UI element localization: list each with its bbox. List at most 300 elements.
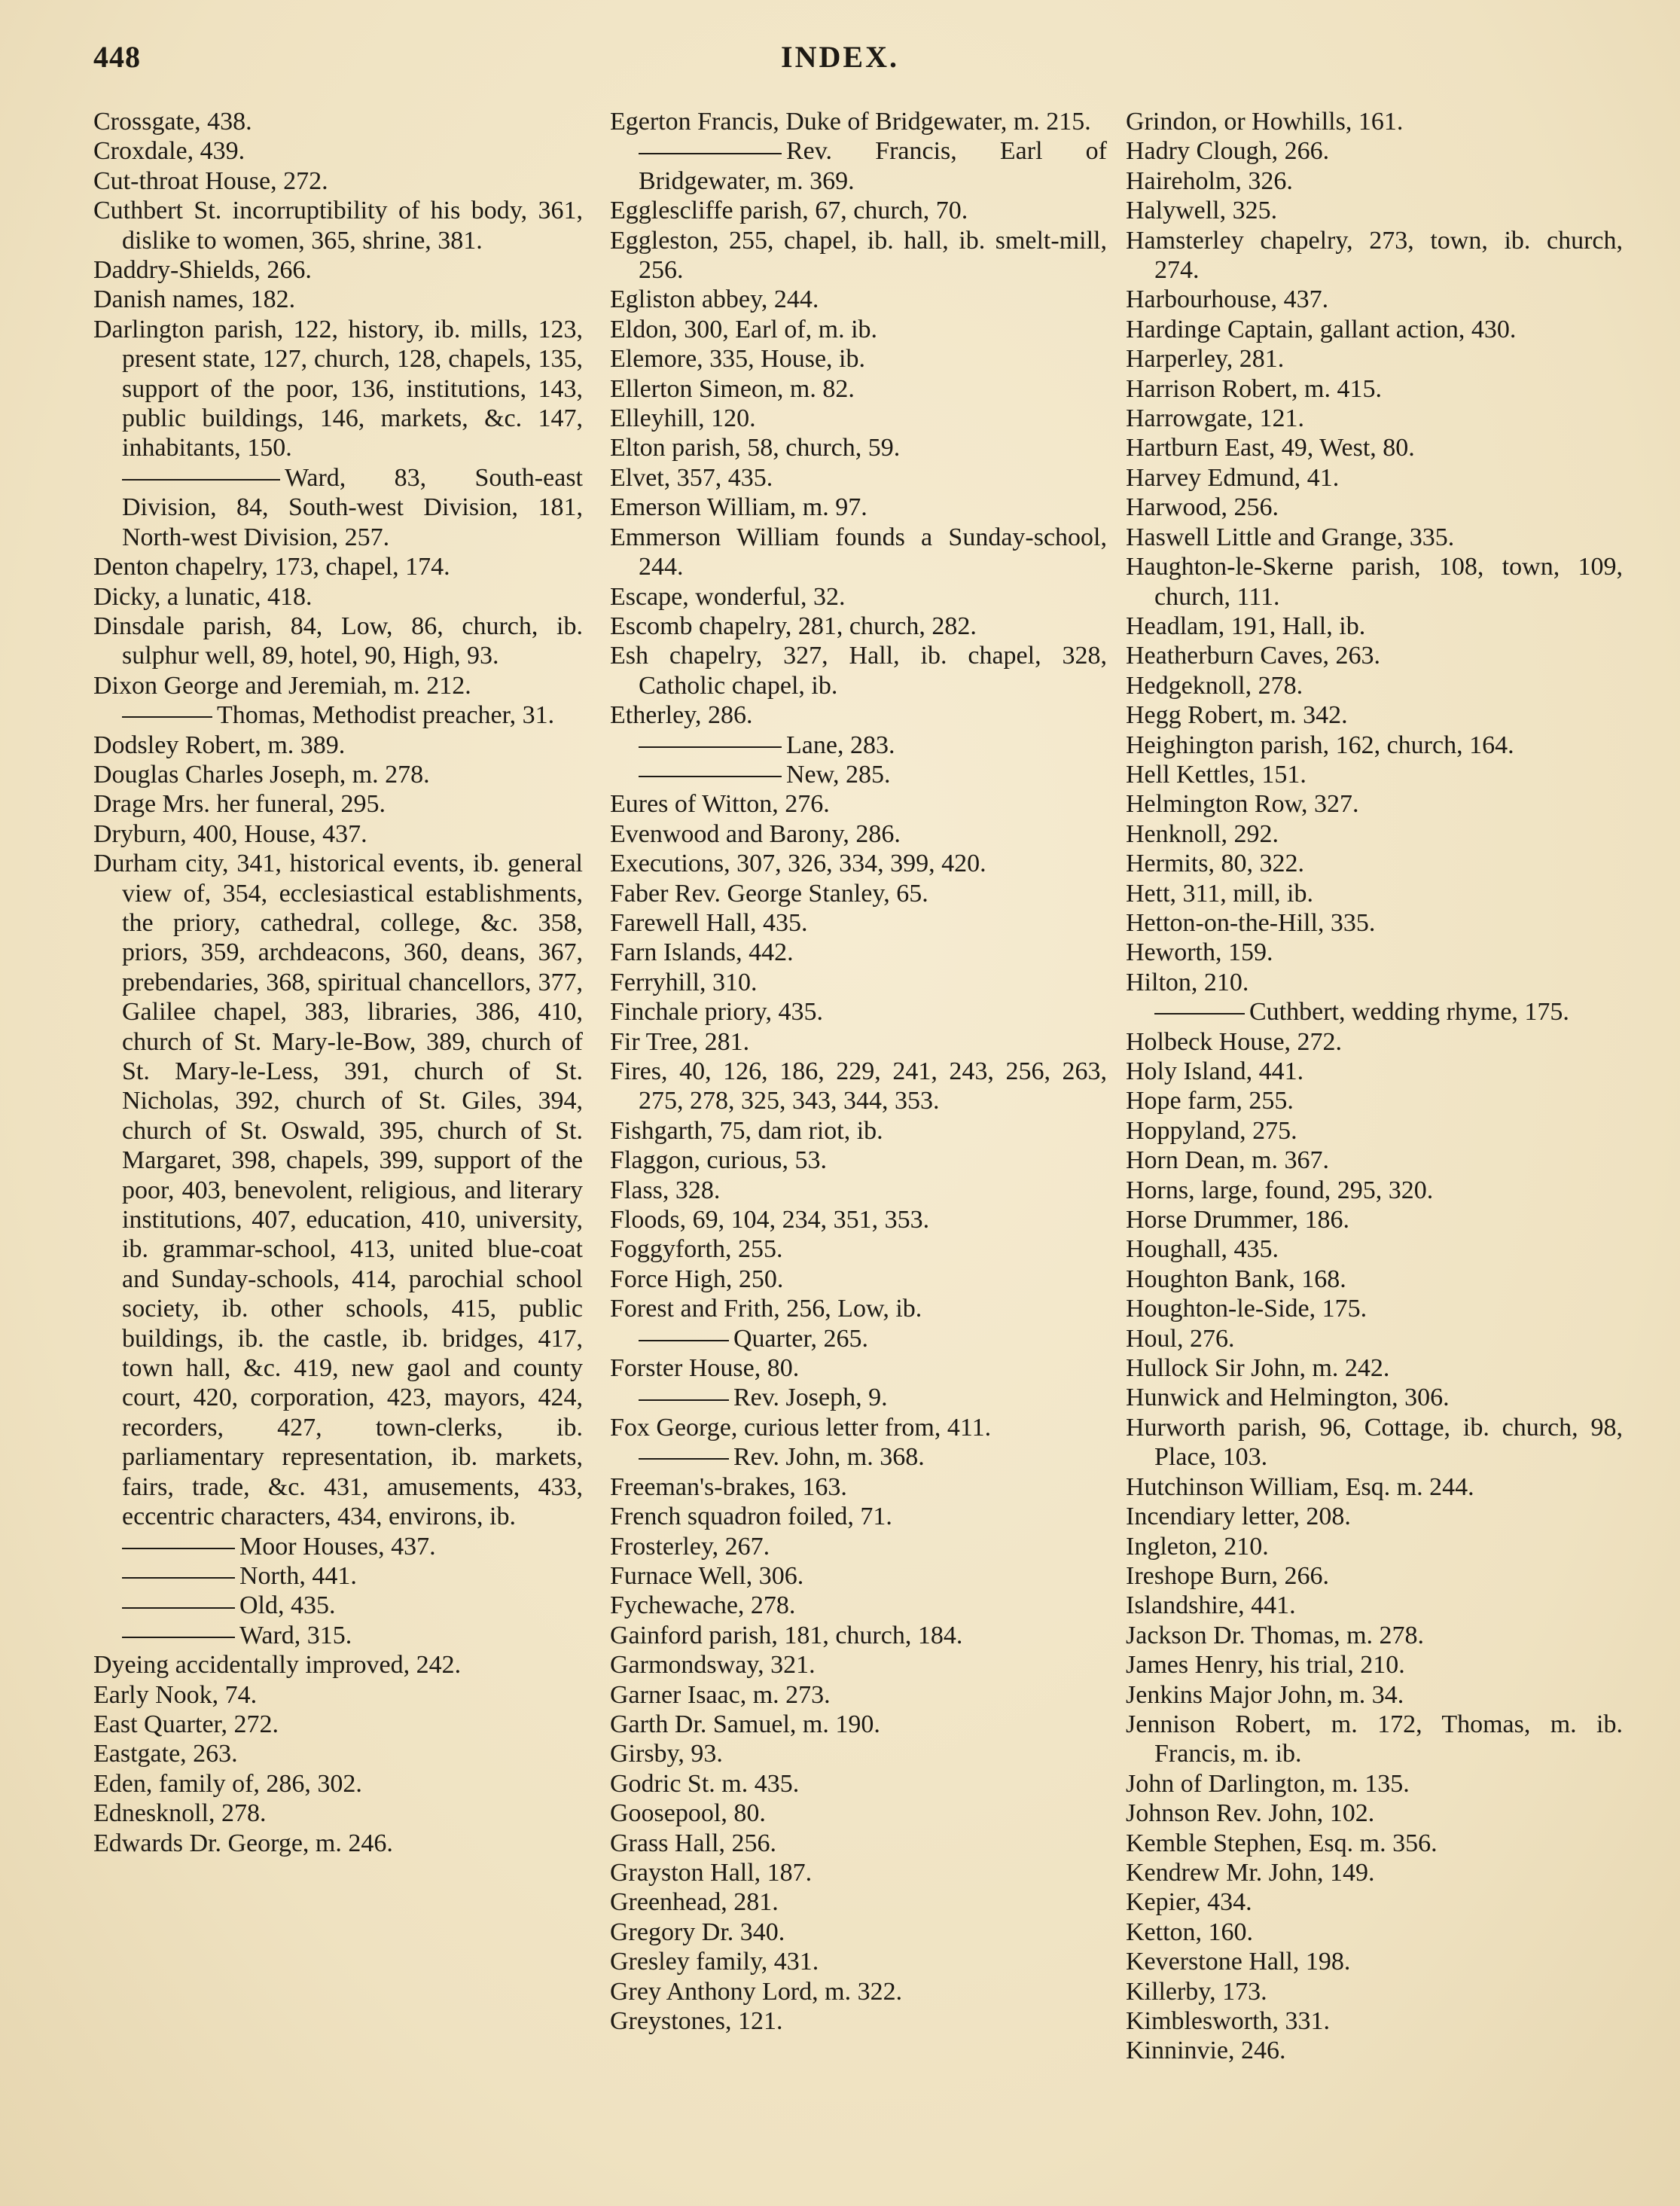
index-entry (610, 1769, 1107, 1799)
index-entry (610, 1502, 1107, 1531)
index-entry-text: Harrowgate, 121. (1126, 404, 1304, 433)
index-entry (610, 107, 1107, 136)
index-entry-text: Egglescliffe parish, 67, church, 70. (610, 197, 968, 225)
index-entry (610, 1858, 1107, 1887)
index-entry-text: Egliston abbey, 244. (610, 285, 819, 314)
index-entry-text: Grey Anthony Lord, m. 322. (610, 1977, 903, 2006)
ditto-dash (122, 1607, 235, 1609)
index-entry-text: Dixon George and Jeremiah, m. 212. (93, 671, 471, 700)
index-entry (610, 344, 1107, 374)
index-entry (1126, 315, 1623, 344)
index-entry-text: Kinninvie, 246. (1126, 2037, 1286, 2065)
index-entry (610, 641, 1107, 700)
index-entry (1126, 196, 1623, 225)
index-entry-text: Executions, 307, 326, 334, 399, 420. (610, 850, 986, 878)
index-entry (1126, 1918, 1623, 1947)
index-entry-text: Eures of Witton, 276. (610, 790, 830, 819)
index-entry (1126, 671, 1623, 700)
index-entry-text: Darlington parish, 122, history, ib. mills, 123, present state, 127, church, 128, chapels, 135, support of the poor, 136, institutions, 143, public buildings, 146, markets, &c. 147, inhabitants, 150. (93, 315, 583, 462)
page-number: 448 (93, 40, 141, 74)
index-entry-text: Ellerton Simeon, m. 82. (610, 374, 855, 403)
index-entry-text: Cut-throat House, 272. (93, 166, 328, 195)
index-entry (93, 1829, 583, 1858)
index-entry (1126, 552, 1623, 612)
index-entry (1126, 1205, 1623, 1234)
index-entry (610, 997, 1107, 1027)
index-entry (1126, 2006, 1623, 2036)
index-entry (610, 374, 1107, 404)
index-entry (1126, 1799, 1623, 1828)
index-entry-text: Holy Island, 441. (1126, 1057, 1304, 1085)
index-entry-text: Hilton, 210. (1126, 968, 1249, 996)
index-entry-text: Godric St. m. 435. (610, 1769, 800, 1798)
index-entry-text: Girsby, 93. (610, 1740, 723, 1768)
index-entry-text: Garmondsway, 321. (610, 1651, 816, 1680)
index-entry (610, 1472, 1107, 1502)
index-entry-text: Fox George, curious letter from, 411. (610, 1413, 992, 1442)
index-entry-text: Hartburn East, 49, West, 80. (1126, 434, 1415, 462)
index-entry (610, 1442, 1107, 1472)
index-entry (610, 1739, 1107, 1768)
index-entry-text: Moor Houses, 437. (239, 1532, 436, 1561)
index-entry (610, 1918, 1107, 1947)
index-entry (610, 879, 1107, 908)
index-entry (610, 404, 1107, 433)
index-entry-text: Johnson Rev. John, 102. (1126, 1799, 1375, 1828)
index-entry (610, 819, 1107, 849)
index-entry-text: Ferryhill, 310. (610, 968, 758, 996)
index-entry (1126, 374, 1623, 404)
index-entry (1126, 344, 1623, 374)
index-entry (1126, 1977, 1623, 2006)
index-entry (1126, 1591, 1623, 1620)
index-entry (93, 612, 583, 671)
index-entry (93, 1532, 583, 1561)
index-entry (93, 700, 583, 730)
index-entry (610, 1383, 1107, 1412)
index-entry-text: Ketton, 160. (1126, 1918, 1254, 1946)
index-entry-text: Hardinge Captain, gallant action, 430. (1126, 315, 1517, 343)
index-entry (93, 196, 583, 255)
index-entry-text: Keverstone Hall, 198. (1126, 1948, 1351, 1976)
index-entry (1126, 166, 1623, 196)
index-entry (610, 226, 1107, 285)
index-entry (1126, 760, 1623, 789)
ditto-dash (122, 1577, 235, 1579)
index-entry-text: Halywell, 325. (1126, 197, 1278, 225)
index-entry (610, 285, 1107, 314)
index-entry (93, 1799, 583, 1828)
index-entry (1126, 908, 1623, 938)
index-entry (1126, 1027, 1623, 1057)
index-entry (610, 1146, 1107, 1175)
index-entry-text: Elleyhill, 120. (610, 404, 756, 433)
index-entry-text: Farn Islands, 442. (610, 938, 794, 967)
index-entry (610, 493, 1107, 522)
index-entry-text: Kepier, 434. (1126, 1888, 1252, 1917)
index-entry (93, 1650, 583, 1680)
index-entry-text: Daddry-Shields, 266. (93, 256, 312, 285)
index-column-1 (93, 107, 583, 1858)
ditto-dash (639, 1399, 729, 1401)
ditto-dash (639, 746, 782, 748)
index-entry-text: Jackson Dr. Thomas, m. 278. (1126, 1621, 1425, 1649)
index-entry (1126, 523, 1623, 552)
index-entry-text: Crossgate, 438. (93, 108, 252, 136)
index-entry-text: Faber Rev. George Stanley, 65. (610, 879, 928, 908)
index-entry (1126, 1413, 1623, 1472)
index-entry-text: Drage Mrs. her funeral, 295. (93, 790, 386, 819)
index-entry-text: Durham city, 341, historical events, ib. general view of, 354, ecclesiastical establishments, the priory, cathedral, college, &c. 358, priors, 359, archdeacons, 360, deans, 367, prebendaries, 368, spiritual chancellors, 377, Galilee chapel, 383, libraries, 386, 410, church of St. Mary-le-Bow, 389, church of St. Mary-le-Less, 391, church of St. Nicholas, 392, church of St. Giles, 394, church of St. Oswald, 395, church of St. Margaret, 398, chapels, 399, support of the poor, 403, benevolent, religious, and literary institutions, 407, education, 410, university, ib. grammar-school, 413, united blue-coat and Sunday-schools, 414, parochial school society, ib. other schools, 415, public buildings, ib. the castle, ib. bridges, 417, town hall, &c. 419, new gaol and county court, 420, corporation, 423, mayors, 424, recorders, 427, town-clerks, ib. parliamentary representation, ib. markets, fairs, trade, &c. 431, amusements, 433, eccentric characters, 434, environs, ib. (93, 850, 583, 1531)
index-entry-text: Dicky, a lunatic, 418. (93, 582, 313, 611)
index-entry-text: Grass Hall, 256. (610, 1829, 776, 1857)
index-entry-text: Esh chapelry, 327, Hall, ib. chapel, 328, Catholic chapel, ib. (610, 642, 1107, 700)
index-entry (1126, 463, 1623, 493)
index-entry (93, 136, 583, 166)
index-entry-text: Hurworth parish, 96, Cottage, ib. church, 98, Place, 103. (1126, 1413, 1623, 1472)
index-entry-text: Rev. John, m. 368. (733, 1443, 925, 1472)
index-entry-text: Freeman's-brakes, 163. (610, 1472, 847, 1501)
index-entry-text: Kemble Stephen, Esq. m. 356. (1126, 1829, 1438, 1857)
index-entry-text: Islandshire, 441. (1126, 1591, 1296, 1620)
index-entry (1126, 1146, 1623, 1175)
index-entry-text: Floods, 69, 104, 234, 351, 353. (610, 1206, 930, 1234)
index-entry (1126, 1234, 1623, 1264)
index-entry-text: Grayston Hall, 187. (610, 1858, 813, 1887)
index-entry (1126, 1621, 1623, 1650)
index-entry-text: Denton chapelry, 173, chapel, 174. (93, 553, 450, 581)
index-entry-text: Dryburn, 400, House, 437. (93, 819, 367, 848)
index-entry (610, 968, 1107, 997)
index-entry-text: Hoppyland, 275. (1126, 1116, 1297, 1145)
index-entry (610, 523, 1107, 582)
index-entry (610, 1887, 1107, 1917)
ditto-dash (639, 153, 782, 154)
index-entry (1126, 1887, 1623, 1917)
index-entry (1126, 1650, 1623, 1680)
index-entry (1126, 700, 1623, 730)
index-entry (610, 1027, 1107, 1057)
index-entry-text: Early Nook, 74. (93, 1680, 258, 1709)
ditto-dash (122, 1637, 235, 1638)
index-entry (1126, 404, 1623, 433)
index-entry (610, 789, 1107, 819)
index-entry-text: North, 441. (239, 1561, 357, 1590)
index-entry-text: Rev. Joseph, 9. (733, 1384, 888, 1412)
index-entry (1126, 819, 1623, 849)
index-entry-text: Foggyforth, 255. (610, 1235, 783, 1264)
index-entry-text: Egerton Francis, Duke of Bridgewater, m. 215. (610, 108, 1091, 136)
index-entry-text: Dyeing accidentally improved, 242. (93, 1651, 462, 1680)
index-entry-text: Hedgeknoll, 278. (1126, 671, 1303, 700)
index-entry (610, 2006, 1107, 2036)
index-entry-text: Eastgate, 263. (93, 1740, 238, 1768)
index-entry (1126, 1176, 1623, 1205)
index-entry-text: Elvet, 357, 435. (610, 463, 773, 492)
index-entry (1126, 789, 1623, 819)
index-entry-text: Dinsdale parish, 84, Low, 86, church, ib. sulphur well, 89, hotel, 90, High, 93. (93, 612, 583, 670)
index-entry (93, 107, 583, 136)
index-entry (93, 1591, 583, 1620)
index-entry (610, 1591, 1107, 1620)
index-entry (93, 1561, 583, 1591)
index-entry (1126, 997, 1623, 1027)
index-entry (610, 1947, 1107, 1976)
index-entry (1126, 433, 1623, 462)
index-entry-text: Lane, 283. (786, 731, 895, 759)
index-entry-text: Escape, wonderful, 32. (610, 582, 846, 611)
index-entry (610, 938, 1107, 967)
index-entry-text: Fishgarth, 75, dam riot, ib. (610, 1116, 883, 1145)
index-entry-text: Edwards Dr. George, m. 246. (93, 1829, 393, 1857)
index-entry-text: Emerson William, m. 97. (610, 493, 867, 522)
ditto-dash (1154, 1013, 1245, 1015)
index-entry-text: Harvey Edmund, 41. (1126, 463, 1340, 492)
index-entry (610, 1829, 1107, 1858)
index-entry-text: Hegg Robert, m. 342. (1126, 701, 1348, 730)
index-entry-text: Elton parish, 58, church, 59. (610, 434, 901, 462)
index-entry-text: Heworth, 159. (1126, 938, 1273, 967)
index-entry (93, 582, 583, 612)
index-entry (1126, 226, 1623, 285)
index-entry-text: Haswell Little and Grange, 335. (1126, 523, 1455, 551)
index-entry (610, 1650, 1107, 1680)
ditto-dash (122, 716, 212, 718)
index-entry-text: Ward, 83, South-east Division, 84, South-west Division, 181, North-west Division, 257. (122, 463, 583, 551)
index-entry-text: Elemore, 335, House, ib. (610, 345, 865, 374)
index-entry (1126, 1561, 1623, 1591)
index-entry-text: Jennison Robert, m. 172, Thomas, m. ib. Francis, m. ib. (1126, 1710, 1623, 1768)
index-entry-text: Harbourhouse, 437. (1126, 285, 1329, 314)
index-entry (93, 463, 583, 552)
index-entry-text: Douglas Charles Joseph, m. 278. (93, 760, 430, 789)
index-entry (1126, 938, 1623, 967)
index-entry-text: Fir Tree, 281. (610, 1027, 750, 1056)
index-entry-text: Ingleton, 210. (1126, 1532, 1269, 1561)
index-entry (1126, 1353, 1623, 1383)
index-entry (610, 1799, 1107, 1828)
index-entry-text: Thomas, Methodist preacher, 31. (217, 701, 555, 730)
index-entry-text: Hullock Sir John, m. 242. (1126, 1354, 1390, 1383)
index-entry (93, 760, 583, 789)
index-entry-text: Horn Dean, m. 367. (1126, 1146, 1330, 1175)
ditto-dash (639, 1340, 729, 1341)
index-entry-text: Ward, 315. (239, 1621, 352, 1649)
index-entry (1126, 641, 1623, 670)
index-entry (93, 1680, 583, 1710)
index-entry-text: Dodsley Robert, m. 389. (93, 731, 346, 759)
index-entry-text: Hetton-on-the-Hill, 335. (1126, 908, 1376, 937)
index-entry-text: Hunwick and Helmington, 306. (1126, 1384, 1450, 1412)
index-entry-text: Helmington Row, 327. (1126, 790, 1359, 819)
index-entry-text: Forest and Frith, 256, Low, ib. (610, 1295, 922, 1323)
index-entry-text: Old, 435. (239, 1591, 336, 1620)
index-entry (610, 1116, 1107, 1146)
index-entry (1126, 1858, 1623, 1887)
index-entry (93, 166, 583, 196)
running-head: INDEX. (781, 40, 899, 74)
index-entry-text: Houl, 276. (1126, 1324, 1235, 1353)
index-entry-text: Escomb chapelry, 281, church, 282. (610, 612, 977, 640)
index-entry-text: Forster House, 80. (610, 1354, 800, 1383)
index-entry (93, 849, 583, 1531)
index-entry (1126, 1086, 1623, 1115)
index-entry-text: Horse Drummer, 186. (1126, 1206, 1350, 1234)
index-entry (610, 1294, 1107, 1323)
index-entry-text: Gregory Dr. 340. (610, 1918, 785, 1946)
index-entry-text: Hope farm, 255. (1126, 1087, 1294, 1115)
index-entry-text: Farewell Hall, 435. (610, 908, 808, 937)
index-entry-text: Holbeck House, 272. (1126, 1027, 1343, 1056)
index-entry-text: Jenkins Major John, m. 34. (1126, 1680, 1404, 1709)
index-entry-text: Houghton Bank, 168. (1126, 1265, 1346, 1293)
index-entry (610, 1532, 1107, 1561)
ditto-dash (122, 1548, 235, 1549)
index-entry-text: Fires, 40, 126, 186, 229, 241, 243, 256, 263, 275, 278, 325, 343, 344, 353. (610, 1057, 1107, 1115)
index-entry-text: New, 285. (786, 760, 891, 789)
index-entry (1126, 612, 1623, 641)
index-entry (1126, 1265, 1623, 1294)
index-entry-text: Force High, 250. (610, 1265, 784, 1293)
index-entry (93, 789, 583, 819)
index-entry (1126, 285, 1623, 314)
index-entry-text: Etherley, 286. (610, 701, 753, 730)
index-entry (1126, 1383, 1623, 1412)
index-entry-text: French squadron foiled, 71. (610, 1503, 892, 1531)
index-entry-text: James Henry, his trial, 210. (1126, 1651, 1405, 1680)
index-entry-text: Garth Dr. Samuel, m. 190. (610, 1710, 880, 1738)
index-entry-text: Heatherburn Caves, 263. (1126, 642, 1381, 670)
index-entry-text: Hett, 311, mill, ib. (1126, 879, 1314, 908)
index-entry (1126, 1532, 1623, 1561)
ditto-dash (639, 1458, 729, 1460)
index-entry-text: Grindon, or Howhills, 161. (1126, 108, 1404, 136)
index-entry (610, 1621, 1107, 1650)
index-entry-text: Rev. Francis, Earl of Bridgewater, m. 369. (639, 137, 1107, 195)
index-entry-text: Incendiary letter, 208. (1126, 1503, 1351, 1531)
index-entry (610, 196, 1107, 225)
ditto-dash (639, 776, 782, 777)
index-entry (610, 1324, 1107, 1353)
index-entry (1126, 107, 1623, 136)
index-entry (610, 433, 1107, 462)
index-entry (1126, 1680, 1623, 1710)
index-entry-text: Heighington parish, 162, church, 164. (1126, 731, 1514, 759)
index-column-2 (610, 107, 1107, 2036)
index-entry-text: Flass, 328. (610, 1176, 721, 1204)
index-entry-text: Kimblesworth, 331. (1126, 2007, 1331, 2035)
index-entry (610, 612, 1107, 641)
index-entry-text: Houghton-le-Side, 175. (1126, 1295, 1367, 1323)
index-entry (610, 1561, 1107, 1591)
index-entry (1126, 493, 1623, 522)
index-entry-text: Gresley family, 431. (610, 1948, 819, 1976)
index-entry (610, 1234, 1107, 1264)
index-entry (1126, 879, 1623, 908)
index-entry (610, 908, 1107, 938)
index-entry (610, 1057, 1107, 1116)
index-entry-text: Hutchinson William, Esq. m. 244. (1126, 1472, 1474, 1501)
index-entry (610, 315, 1107, 344)
index-entry-text: Greystones, 121. (610, 2007, 783, 2035)
index-entry (1126, 2036, 1623, 2065)
index-entry-text: Garner Isaac, m. 273. (610, 1680, 831, 1709)
index-entry (610, 731, 1107, 760)
index-entry-text: Haughton-le-Skerne parish, 108, town, 109, church, 111. (1126, 553, 1623, 611)
index-entry-text: Horns, large, found, 295, 320. (1126, 1176, 1434, 1204)
index-entry-text: John of Darlington, m. 135. (1126, 1769, 1410, 1798)
index-entry-text: Harwood, 256. (1126, 493, 1279, 522)
index-entry-text: Finchale priory, 435. (610, 998, 823, 1027)
index-entry (610, 463, 1107, 493)
index-entry-text: Ednesknoll, 278. (93, 1799, 267, 1828)
index-entry (610, 582, 1107, 612)
index-entry-text: Cuthbert, wedding rhyme, 175. (1249, 998, 1569, 1027)
index-entry (1126, 1502, 1623, 1531)
ditto-dash (122, 479, 280, 481)
index-entry (93, 1710, 583, 1739)
index-entry (1126, 1116, 1623, 1146)
index-entry-text: Gainford parish, 181, church, 184. (610, 1621, 963, 1649)
index-entry-text: Hamsterley chapelry, 273, town, ib. church, 274. (1126, 226, 1623, 285)
index-entry-text: Hermits, 80, 322. (1126, 850, 1305, 878)
index-entry (93, 552, 583, 581)
index-entry-text: Fychewache, 278. (610, 1591, 796, 1620)
index-entry-text: Evenwood and Barony, 286. (610, 819, 901, 848)
index-entry-text: Eldon, 300, Earl of, m. ib. (610, 315, 878, 343)
index-entry-text: Flaggon, curious, 53. (610, 1146, 828, 1175)
index-entry (1126, 136, 1623, 166)
index-entry (1126, 849, 1623, 878)
index-entry (1126, 1324, 1623, 1353)
index-entry (610, 1977, 1107, 2006)
index-entry-text: Goosepool, 80. (610, 1799, 766, 1828)
index-entry (610, 760, 1107, 789)
index-entry-text: Danish names, 182. (93, 285, 296, 314)
index-entry-text: Emmerson William founds a Sunday-school, 244. (610, 523, 1107, 581)
index-entry (610, 1710, 1107, 1739)
index-entry (610, 1680, 1107, 1710)
index-entry (93, 255, 583, 285)
index-entry (610, 1205, 1107, 1234)
index-entry (1126, 1947, 1623, 1976)
index-entry (1126, 968, 1623, 997)
index-entry-text: Cuthbert St. incorruptibility of his body, 361, dislike to women, 365, shrine, 381. (93, 197, 583, 255)
index-entry (1126, 1829, 1623, 1858)
index-entry-text: Killerby, 173. (1126, 1977, 1267, 2006)
index-entry (1126, 731, 1623, 760)
index-entry (93, 285, 583, 314)
index-entry-text: Hadry Clough, 266. (1126, 137, 1330, 166)
index-entry-text: Quarter, 265. (733, 1324, 868, 1353)
index-entry (93, 1621, 583, 1650)
index-entry (1126, 1294, 1623, 1323)
index-entry-text: Hell Kettles, 151. (1126, 760, 1306, 789)
index-entry (610, 1413, 1107, 1442)
index-entry-text: Eden, family of, 286, 302. (93, 1769, 362, 1798)
index-entry-text: Croxdale, 439. (93, 137, 245, 166)
index-entry-text: East Quarter, 272. (93, 1710, 279, 1738)
index-entry-text: Henknoll, 292. (1126, 819, 1279, 848)
index-entry (1126, 1769, 1623, 1799)
index-entry-text: Houghall, 435. (1126, 1235, 1279, 1264)
index-entry (610, 1353, 1107, 1383)
index-entry-text: Frosterley, 267. (610, 1532, 770, 1561)
index-entry (93, 671, 583, 700)
index-entry (93, 1739, 583, 1768)
index-entry (93, 731, 583, 760)
index-entry-text: Eggleston, 255, chapel, ib. hall, ib. smelt-mill, 256. (610, 226, 1107, 285)
